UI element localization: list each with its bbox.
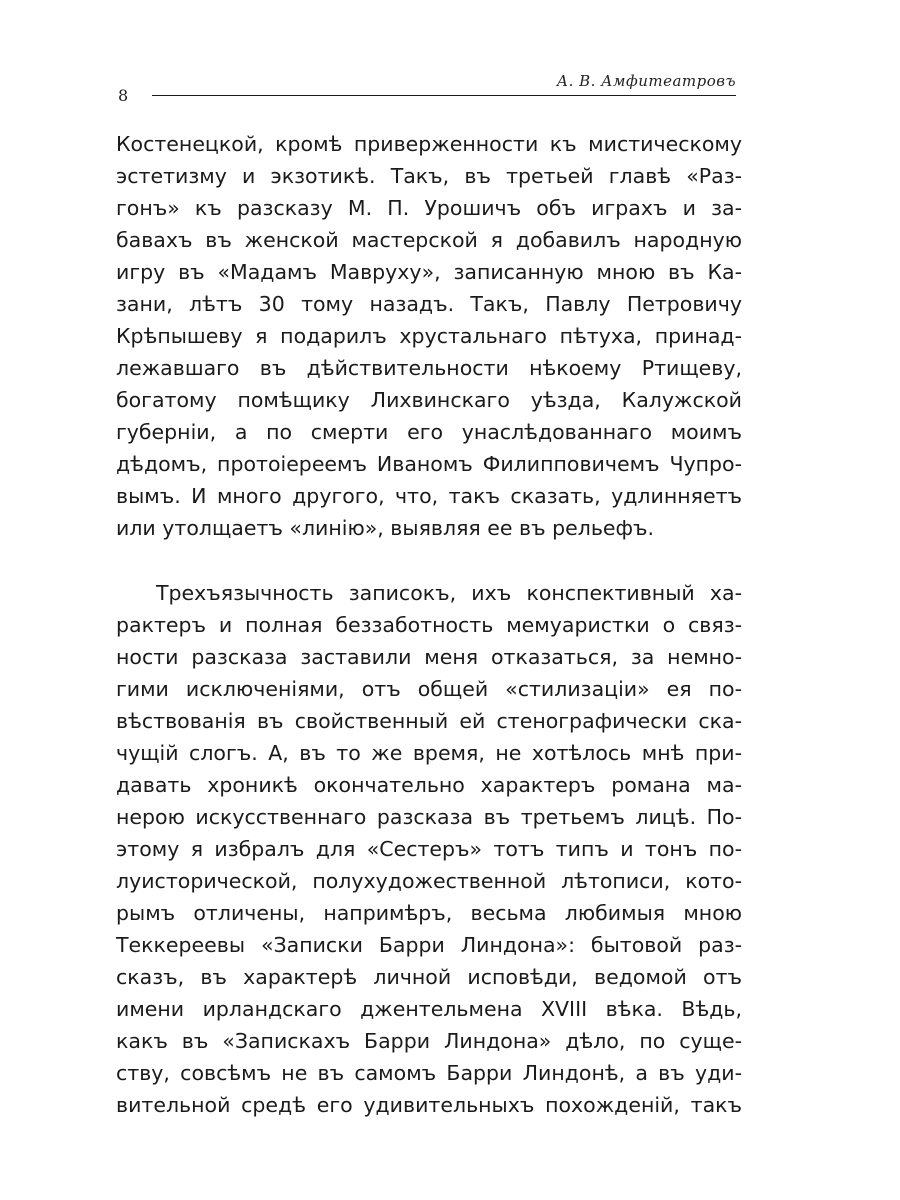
paragraph-1	[116, 128, 742, 544]
text-line: богатому помѣщику Лихвинскаго уѣзда, Калужской	[116, 388, 742, 412]
text-line: какъ въ «Запискахъ Барри Линдона» дѣло, по суще-	[116, 1029, 742, 1053]
text-line: Крѣпышеву я подарилъ хрустальнаго пѣтуха, принад-	[116, 324, 742, 348]
text-line: вѣствованія въ свойственный ей стенографически ска-	[116, 709, 742, 733]
text-line: вительной средѣ его удивительныхъ похожденій, такъ	[116, 1093, 742, 1117]
text-line: гими исключеніями, отъ общей «стилизаціи» ея по-	[116, 677, 742, 701]
text-line: Трехъязычность записокъ, ихъ конспективный ха-	[156, 581, 742, 605]
text-line: рактеръ и полная беззаботность мемуаристки о связ-	[116, 613, 742, 637]
text-line: вымъ. И много другого, что, такъ сказать, удлинняетъ	[116, 484, 742, 508]
paragraph-2	[116, 577, 742, 1121]
text-line: игру въ «Мадамъ Мавруху», записанную мною въ Ка-	[116, 260, 742, 284]
text-line: дѣдомъ, протоіереемъ Иваномъ Филипповичемъ Чупро-	[116, 452, 742, 476]
text-line: Костенецкой, кромѣ приверженности къ мистическому	[116, 132, 742, 156]
text-line: нерою искусственнаго разсказа въ третьемъ лицѣ. По-	[116, 805, 742, 829]
text-line: ности разсказа заставили меня отказаться, за немно-	[116, 645, 742, 669]
text-line: эстетизму и экзотикѣ. Такъ, въ третьей главѣ «Раз-	[116, 164, 742, 188]
text-line: имени ирландскаго джентельмена XVIII вѣка. Вѣдь,	[116, 997, 742, 1021]
text-line: Теккереевы «Записки Барри Линдона»: бытовой раз-	[116, 933, 742, 957]
text-line: этому я избралъ для «Сестеръ» тотъ типъ и тонъ по-	[116, 837, 742, 861]
text-line: давать хроникѣ окончательно характеръ романа ма-	[116, 773, 742, 797]
text-line: губерніи, а по смерти его унаслѣдованнаго моимъ	[116, 420, 742, 444]
text-line: лежавшаго въ дѣйствительности нѣкоему Ртищеву,	[116, 356, 742, 380]
text-line: гонъ» къ разсказу М. П. Урошичъ объ играхъ и за-	[116, 196, 742, 220]
text-line: или утолщаетъ «линію», выявляя ее въ рельефъ.	[116, 516, 655, 540]
text-line: рымъ отличены, напримѣръ, весьма любимыя мною	[116, 901, 742, 925]
text-line: чущій слогъ. А, въ то же время, не хотѣлось мнѣ при-	[116, 741, 742, 765]
text-line: луисторической, полухудожественной лѣтописи, кото-	[116, 869, 742, 893]
text-line: сказъ, въ характерѣ личной исповѣди, ведомой отъ	[116, 965, 742, 989]
text-line: ству, совсѣмъ не въ самомъ Барри Линдонѣ, а въ уди-	[116, 1061, 742, 1085]
page-number: 8	[118, 86, 129, 105]
text-line: зани, лѣтъ 30 тому назадъ. Такъ, Павлу Петровичу	[116, 292, 742, 316]
header-rule	[152, 95, 736, 96]
running-head-author: А. В. Амфитеатровъ	[556, 72, 736, 90]
text-line: бавахъ въ женской мастерской я добавилъ народную	[116, 228, 742, 252]
